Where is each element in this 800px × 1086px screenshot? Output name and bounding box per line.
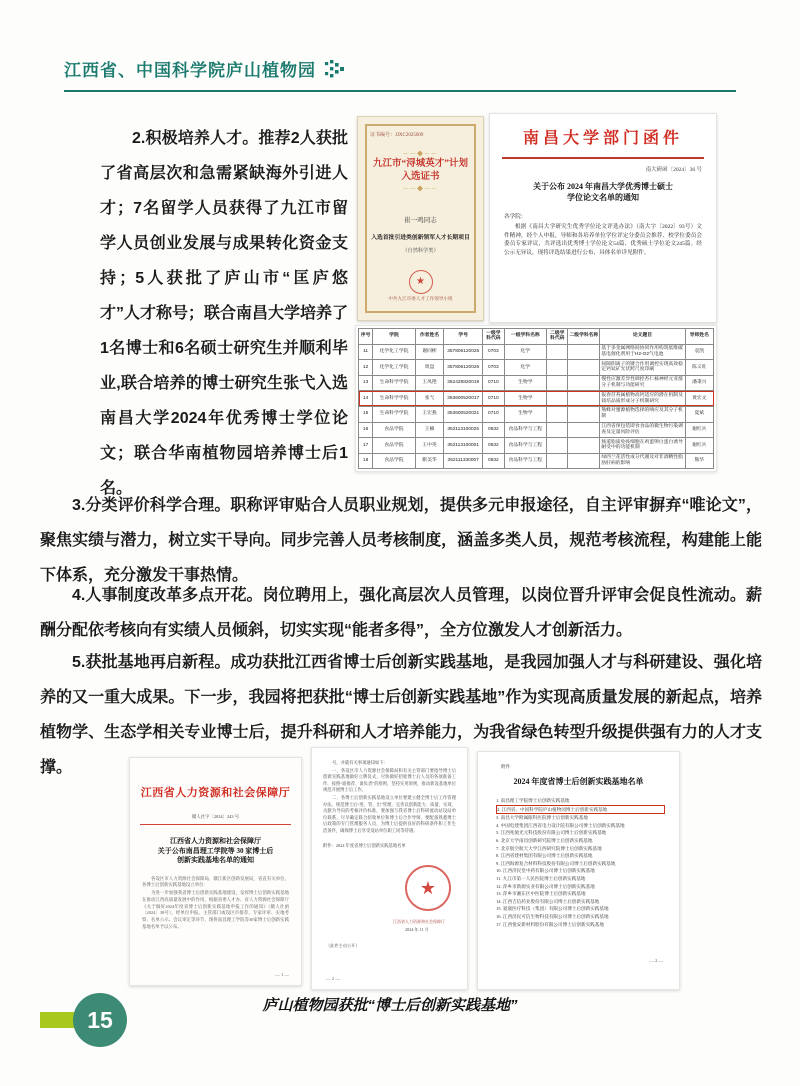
table-header-cell: 二级学科代码 bbox=[547, 329, 568, 345]
table-row bbox=[359, 391, 714, 407]
table-cell: 谢同彬 bbox=[415, 344, 443, 360]
table-cell: 食品科学与工程 bbox=[504, 422, 547, 438]
table-cell: 靳美华 bbox=[415, 453, 443, 469]
hr-agency-name: 江西省人力资源和社会保障厅 bbox=[140, 787, 291, 799]
table-header-cell: 论文题目 bbox=[600, 329, 685, 345]
hr-title-line: 关于公布南昌理工学院等 30 家博士后 bbox=[157, 846, 274, 855]
table-cell: 生物学 bbox=[504, 375, 547, 391]
certificate-award-text: 入选首批引进类创新领军人才长期项目 bbox=[371, 235, 470, 241]
org-name: 江西省、中国科学院庐山植物园 bbox=[64, 61, 316, 80]
table-cell: 17 bbox=[359, 438, 373, 454]
hr-letter-body bbox=[142, 876, 289, 931]
table-cell bbox=[547, 375, 568, 391]
table-row bbox=[359, 453, 714, 469]
table-cell bbox=[568, 344, 600, 360]
table-cell: 食品学院 bbox=[373, 422, 416, 438]
table-cell: 357806120025 bbox=[444, 344, 483, 360]
table-header-cell: 作者姓名 bbox=[415, 329, 443, 345]
paragraph-hr-reform: 4.人事制度改革多点开花。岗位聘用上，强化高层次人员管理，以岗位晋升评审会促良性流动。薪酬分配依考核向有实绩人员倾斜，切实实现“能者多得”，全方位激发人才创新活力。 bbox=[40, 587, 762, 639]
certificate-category: （自然科学类） bbox=[402, 248, 439, 254]
table-cell: 18 bbox=[359, 453, 373, 469]
paragraph-evaluation: 3.分类评价科学合理。职称评审贴合人员职业规划，提供多元申报途径，自主评审摒弃“唯论文”，聚焦实绩与潜力，树立实干导向。同步完善人员考核制度，涵盖多类人员，规范考核流程，构建能上能下体系，充分激发干事热情。 bbox=[40, 497, 762, 584]
page-header bbox=[64, 56, 346, 81]
table-cell: 基于多金属网络间协同作用构筑低维碳基电催化剂用于H2-O2气电池 bbox=[600, 344, 685, 360]
hr-letter-page2-image bbox=[311, 747, 468, 990]
hr-title-line: 江西省人力资源和社会保障厅 bbox=[170, 837, 261, 845]
table-cell bbox=[547, 360, 568, 376]
table-cell bbox=[547, 453, 568, 469]
table-header-cell: 学院 bbox=[373, 329, 416, 345]
ncu-red-rule bbox=[502, 157, 704, 159]
table-cell bbox=[568, 391, 600, 407]
thesis-table-header-row bbox=[359, 329, 714, 345]
page-number-badge: 15 bbox=[73, 993, 127, 1047]
base-list-item: 4. 中国电建集团江西省电力设计院有限公司博士后创新实践基地 bbox=[496, 822, 625, 828]
table-cell: 352113100025 bbox=[444, 422, 483, 438]
table-cell: 0832 bbox=[483, 453, 504, 469]
hr-page2-line: 一、各设区市人力资源社会保障局和有关主管部门要指导博士后创新实践基地做好立牌仪式，尽快做好招收博士后人员的各项准备工作，按照“谁推荐、谁负责”的原则，坚持实用原则，推动新设基地单位规范开展博士后工作。 bbox=[323, 767, 456, 793]
base-list-item: 15. 爱康医疗科技（集团）有限公司博士后创新实践基地 bbox=[496, 906, 609, 912]
base-list-item: 9. 江西海源复合材料科技股份有限公司博士后创新实践基地 bbox=[496, 860, 616, 866]
table-cell: 化学 bbox=[504, 344, 547, 360]
table-cell: 化学化工学院 bbox=[373, 360, 416, 376]
official-seal-icon: ★ bbox=[405, 865, 451, 911]
hr-page2-number: — 2 — bbox=[326, 976, 340, 981]
certificate-issuer: 中共九江市委人才工作领导小组 bbox=[388, 296, 453, 301]
disclosure-note: （此件主动公开） bbox=[326, 943, 360, 948]
table-cell: 352111330007 bbox=[444, 453, 483, 469]
table-row bbox=[359, 375, 714, 391]
table-cell: 慢性应激差异性调控杏仁核神经元亚群分子机制与功能研究 bbox=[600, 375, 685, 391]
table-header-cell: 二级学科名称 bbox=[568, 329, 600, 345]
seal-agency-label: 江西省人力资源和社会保障厅 bbox=[393, 919, 445, 924]
table-cell: 王楠 bbox=[415, 422, 443, 438]
hr-page2-line: 号，并就有关事项通知如下： bbox=[332, 760, 388, 765]
table-cell: 352113100001 bbox=[444, 438, 483, 454]
table-row bbox=[359, 438, 714, 454]
table-cell bbox=[568, 422, 600, 438]
table-row bbox=[359, 344, 714, 360]
table-cell: 食品学院 bbox=[373, 453, 416, 469]
table-cell: 肠道脂质免疫细胞在鸡蛋卵白蛋白诱导耐受中的功能机制 bbox=[600, 438, 685, 454]
base-list-item: 13. 萍乡市湘东区中医院博士后创新实践基地 bbox=[496, 891, 586, 897]
ncu-subject-line2: 学位论文名单的通知 bbox=[567, 193, 639, 202]
certificate-title-line2: 入选证书 bbox=[401, 172, 440, 182]
base-list-image bbox=[477, 751, 680, 990]
hr-letter-title bbox=[130, 837, 301, 866]
figure-caption: 庐山植物园获批“博士后创新实践基地” bbox=[262, 997, 518, 1014]
talent-certificate-image bbox=[357, 116, 484, 321]
table-cell: 袁凯 bbox=[685, 344, 713, 360]
base-list-item: 5. 江西兆驰光元科技股份有限公司博士后创新实践基地 bbox=[496, 830, 607, 836]
table-row bbox=[359, 360, 714, 376]
paragraph-base-approval: 5.获批基地再启新程。成功获批江西省博士后创新实践基地，是我园加强人才与科研建设、强化培养的又一重大成果。下一步，我园将把获批“博士后创新实践基地”作为实现高质量发展的新起点，培养植物学、生态学相关专业博士后，提升科研和人才培养能力，为我省绿色转型升级提供强有力的人才支撑。 bbox=[40, 654, 762, 776]
hr-doc-number: 赣人社字〔2024〕243 号 bbox=[191, 814, 240, 819]
table-cell: 化学 bbox=[504, 360, 547, 376]
table-cell: 0832 bbox=[483, 422, 504, 438]
certificate-number: 证书编号：JJXC2025009 bbox=[370, 133, 424, 138]
hr-page2-body bbox=[323, 760, 456, 835]
table-cell: 12 bbox=[359, 360, 373, 376]
table-cell: 周盘 bbox=[415, 360, 443, 376]
table-cell: 0710 bbox=[483, 391, 504, 407]
thesis-table-body bbox=[359, 344, 714, 469]
table-cell: 王凤艳 bbox=[415, 375, 443, 391]
ncu-letter-image bbox=[489, 113, 717, 323]
table-cell: 生物学 bbox=[504, 406, 547, 422]
table-cell: 食品科学与工程 bbox=[504, 438, 547, 454]
hr-body-paragraph: 各设区市人力资源社会保障局，赣江新区创新发展局，省直有关单位，各博士后创新实践基地设立单位： bbox=[142, 875, 289, 888]
party-seal-icon: ★ bbox=[409, 270, 433, 294]
table-cell bbox=[568, 438, 600, 454]
table-cell: 熊华 bbox=[685, 453, 713, 469]
base-list-item: 14. 江西吉信药业股份有限公司博士后创新实践基地 bbox=[496, 898, 600, 904]
hr-page2-line: 二、各博士后创新实践基地设立单位要建立健全博士后工作管理办法，规范博士后“进、管、出”管理，完善以创新能力、质量、实效、贡献为导向的考核评价标准，要加强与我省博士后科研流动站设站单位联系，尽早确定联合招收单位和博士后合作导师，要配备熟悉博士后政策的专门管理服务人员，为博士后提供良好的科研条件和工作生活条件，确保博士后享受设站单位职工同等待遇。 bbox=[323, 794, 456, 833]
table-cell: 熊蜂对蜜源植物选择的响应及其分子机制 bbox=[600, 406, 685, 422]
table-cell: 0832 bbox=[483, 438, 504, 454]
ornament-bottom: ～～◆～～ bbox=[402, 187, 438, 193]
table-cell: 0703 bbox=[483, 344, 504, 360]
table-cell: 13 bbox=[359, 375, 373, 391]
table-header-cell: 学号 bbox=[444, 329, 483, 345]
table-cell: 352428820019 bbox=[444, 375, 483, 391]
table-cell: 王宏燕 bbox=[415, 406, 443, 422]
base-list-page-number: — 2 — bbox=[649, 958, 663, 963]
table-cell: 353600520017 bbox=[444, 391, 483, 407]
attachment-label: 附件 bbox=[501, 764, 511, 769]
table-cell bbox=[547, 344, 568, 360]
base-list-item: 8. 江西省建材集团有限公司博士后创新实践基地 bbox=[496, 853, 593, 859]
thesis-table bbox=[358, 328, 714, 469]
table-cell: 王中英 bbox=[415, 438, 443, 454]
base-list-item: 2. 江西省、中国科学院庐山植物园博士后创新实践基地 bbox=[496, 805, 665, 815]
table-cell bbox=[568, 360, 600, 376]
dots-arrow-icon bbox=[324, 59, 346, 79]
base-list-item: 17. 江西悦安新材料股份有限公司博士后创新实践基地 bbox=[496, 921, 604, 927]
table-cell: 11 bbox=[359, 344, 373, 360]
table-cell: 绿西兰花活性成分代谢及对非酒精性脂肪肝病的影响 bbox=[600, 453, 685, 469]
table-header-cell: 一级学科名称 bbox=[504, 329, 547, 345]
table-cell: 报春苣苔属植物高钙适应的潜在机制及栽培品质形成分子机制研究 bbox=[600, 391, 685, 407]
hr-red-rule bbox=[140, 824, 291, 825]
table-header-cell: 一级学科代码 bbox=[483, 329, 504, 345]
table-cell: 0710 bbox=[483, 406, 504, 422]
ncu-subject-line1: 关于公布 2024 年南昌大学优秀博士硕士 bbox=[533, 182, 673, 191]
certificate-title-line1: 九江市“浔城英才”计划 bbox=[372, 159, 468, 169]
hr-page2-attachment-line: 附件：2024 年度省博士后创新实践基地名单 bbox=[323, 842, 406, 848]
hr-body-paragraph: 为进一步加强我省博士后创新实践基地建设，发挥博士后创新实践基地在推动江西高质量发展中的作用，根据省委人才办、省人力资源社会保障厅《关于做好2024年度省博士后创新实践基地申报工作的通知》（赣人社函〔2024〕38号），经单位申报、主管部门或设区市推荐、专家评审、实地考察、名单公示、会议审定等环节，现将南昌理工学院等30家博士后创新实践基地名单予以公布。 bbox=[142, 890, 289, 930]
table-cell: 15 bbox=[359, 406, 373, 422]
table-cell: 生命科学学院 bbox=[373, 406, 416, 422]
table-cell: 江西省预包装即食食品的微生物污染调查及定量风险评估 bbox=[600, 422, 685, 438]
ncu-body-text: 根据《南昌大学研究生优秀学位论文评选办法》（南大字〔2022〕93号）文件精神，经个人申报，导师和各培养单位学位评定分委员会推荐、校学位委员会委员专家评议，共评选出优秀博士学位论文54篇、优秀硕士学位论文245篇。经公示无异议，现将评选结果进行公布，具体名单详见附件。 bbox=[504, 224, 702, 256]
table-cell: 14 bbox=[359, 391, 373, 407]
table-cell bbox=[568, 406, 600, 422]
hr-page-number: — 1 — bbox=[275, 972, 289, 977]
table-cell: 谢红兵 bbox=[685, 422, 713, 438]
table-cell: 生物学 bbox=[504, 391, 547, 407]
table-cell: 食品学院 bbox=[373, 438, 416, 454]
certificate-recipient: 崔一鸣同志 bbox=[404, 217, 437, 224]
table-cell: 生命科学学院 bbox=[373, 375, 416, 391]
header-divider bbox=[64, 90, 736, 92]
base-list-item: 7. 北京航空航天大学江西研究院博士后创新实践基地 bbox=[496, 845, 602, 851]
table-cell bbox=[547, 406, 568, 422]
ncu-salutation: 各学院： bbox=[504, 214, 527, 220]
table-cell: 黄宏文 bbox=[685, 391, 713, 407]
ncu-masthead: 南昌大学部门函件 bbox=[522, 130, 683, 147]
ncu-doc-number: 南大研函〔2024〕36 号 bbox=[645, 167, 702, 173]
table-header-cell: 序号 bbox=[359, 329, 373, 345]
hr-page2-date: 2024 年 11 月 bbox=[405, 927, 429, 932]
hr-letter-image bbox=[129, 757, 302, 986]
base-list-item: 6. 北京大学南昌创新研究院博士后创新实践基地 bbox=[496, 837, 593, 843]
base-list-item: 16. 江西济民可信生物科技有限公司博士后创新实践基地 bbox=[496, 913, 609, 919]
table-cell: 化学化工学院 bbox=[373, 344, 416, 360]
table-row bbox=[359, 406, 714, 422]
base-list-title: 2024 年度省博士后创新实践基地名单 bbox=[513, 777, 644, 786]
table-cell bbox=[547, 422, 568, 438]
certificate-body bbox=[368, 149, 473, 254]
base-list-item: 10. 江西济民堂中药有限公司博士后创新实践基地 bbox=[496, 868, 595, 874]
base-list bbox=[496, 797, 665, 928]
table-cell: 陈义旺 bbox=[685, 360, 713, 376]
table-header-cell: 导师姓名 bbox=[685, 329, 713, 345]
table-row bbox=[359, 422, 714, 438]
table-cell: 生命科学学院 bbox=[373, 391, 416, 407]
base-list-item: 11. 九江市第一人民医院博士后创新实践基地 bbox=[496, 875, 586, 881]
base-list-item: 12. 萍乡市新源实业有限公司博士后创新实践基地 bbox=[496, 883, 595, 889]
table-cell: 张弋 bbox=[415, 391, 443, 407]
paragraph-talent-cultivation: 2.积极培养人才。推荐2人获批了省高层次和急需紧缺海外引进人才；7名留学人员获得了九江市留学人员创业发展与成果转化资金支持；5人获批了庐山市“匡庐悠才”人才称号；联合南昌大学培养了1名博士和6名硕士研究生并顺利毕业,联合培养的博士研究生张弋入选南昌大学2024年优秀博士学位论文；联合华南植物园培养博士后1名。 bbox=[100, 130, 349, 497]
table-cell bbox=[568, 375, 600, 391]
hr-title-line: 创新实践基地名单的通知 bbox=[177, 856, 254, 864]
table-cell: 353600520021 bbox=[444, 406, 483, 422]
table-cell: 0703 bbox=[483, 360, 504, 376]
table-cell bbox=[547, 391, 568, 407]
base-list-item: 1. 南昌理工学院博士后创新实践基地 bbox=[496, 798, 570, 803]
table-cell: 357806120026 bbox=[444, 360, 483, 376]
table-cell: 谢红兵 bbox=[685, 438, 713, 454]
table-cell: 食品科学与工程 bbox=[504, 453, 547, 469]
table-cell: 0710 bbox=[483, 375, 504, 391]
base-list-item: 3. 南昌大学附属眼科医院博士后创新实践基地 bbox=[496, 815, 588, 821]
table-cell: 夏斌 bbox=[685, 406, 713, 422]
table-cell bbox=[568, 453, 600, 469]
table-cell bbox=[547, 438, 568, 454]
table-cell: 间隙阴离子的键合作用调控实现高效稳定钙钛矿光伏跨尺度印刷 bbox=[600, 360, 685, 376]
thesis-table-image bbox=[355, 325, 717, 472]
table-cell: 16 bbox=[359, 422, 373, 438]
ornament-top: ～～◆～～ bbox=[402, 152, 438, 158]
table-cell: 潘秉兴 bbox=[685, 375, 713, 391]
